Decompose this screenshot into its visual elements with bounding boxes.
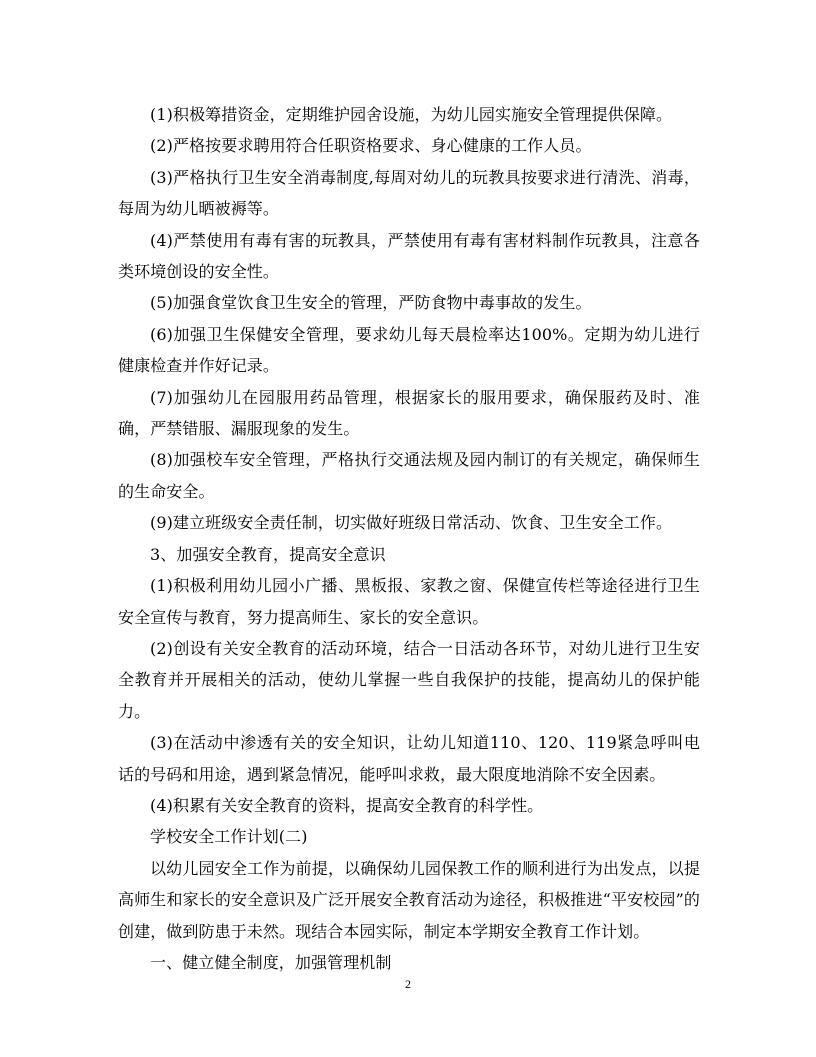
- paragraph-2: (2)严格按要求聘用符合任职资格要求、身心健康的工作人员。: [150, 136, 592, 156]
- intro-paragraph: 以幼儿园安全工作为前提，以确保幼儿园保教工作的顺利进行为出发点，以提高师生和家长的安全意识及广泛开展安全教育活动为途径，积极推进“平安校园”的创建，做到防患于未然。现结合本园实际，制定本学期安全教育工作计划。: [118, 858, 700, 941]
- paragraph-9: (9)建立班级安全责任制，切实做好班级日常活动、饮食、卫生安全工作。: [150, 513, 673, 533]
- paragraph-10: (1)积极利用幼儿园小广播、黑板报、家教之窗、保健宣传栏等途径进行卫生安全宣传与教育，努力提高师生、家长的安全意识。: [118, 576, 700, 627]
- paragraph-6: (6)加强卫生保健安全管理，要求幼儿每天晨检率达100%。定期为幼儿进行健康检查并作好记录。: [118, 324, 700, 376]
- section-heading-1: 一、健立健全制度，加强管理机制: [150, 952, 392, 972]
- paragraph-7: (7)加强幼儿在园服用药品管理，根据家长的服用要求，确保服药及时、准确，严禁错服、漏服现象的发生。: [118, 387, 700, 439]
- paragraph-8: (8)加强校车安全管理，严格执行交通法规及园内制订的有关规定，确保师生的生命安全。: [118, 450, 700, 501]
- paragraph-5: (5)加强食堂饮食卫生安全的管理，严防食物中毒事故的发生。: [150, 293, 592, 313]
- paragraph-13: (4)积累有关安全教育的资料，提高安全教育的科学性。: [150, 795, 544, 815]
- paragraph-12: (3)在活动中渗透有关的安全知识，让幼儿知道110、120、119紧急呼叫电话的号码和用途，遇到紧急情况，能呼叫求救，最大限度地消除不安全因素。: [118, 733, 700, 784]
- paragraph-3: (3)严格执行卫生安全消毒制度,每周对幼儿的玩教具按要求进行清洗、消毒，每周为幼儿晒被褥等。: [118, 167, 700, 219]
- document-body: [118, 99, 700, 978]
- section-heading-3: 3、加强安全教育，提高安全意识: [150, 544, 386, 564]
- paragraph-4: (4)严禁使用有毒有害的玩教具，严禁使用有毒有害材料制作玩教具，注意各类环境创设的安全性。: [118, 230, 700, 282]
- paragraph-11: (2)创设有关安全教育的活动环境，结合一日活动各环节，对幼儿进行卫生安全教育并开展相关的活动，使幼儿掌握一些自我保护的技能，提高幼儿的保护能力。: [118, 638, 700, 721]
- paragraph-1: (1)积极筹措资金，定期维护园舍设施，为幼儿园实施安全管理提供保障。: [150, 105, 673, 124]
- page-number: 2: [405, 977, 411, 991]
- plan-title: 学校安全工作计划(二): [150, 827, 308, 847]
